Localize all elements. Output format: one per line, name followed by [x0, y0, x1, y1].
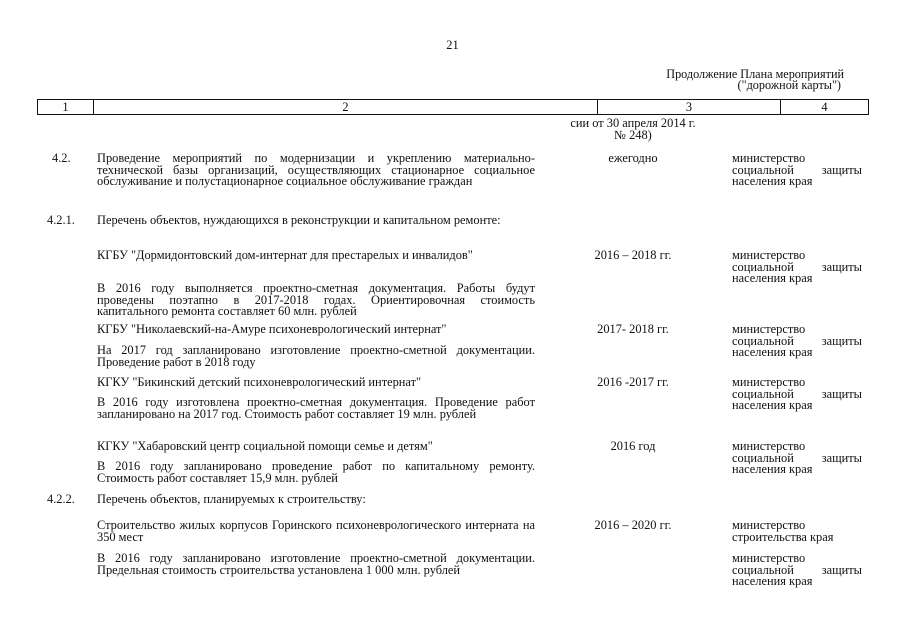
row-number-4-2: 4.2. [52, 151, 71, 165]
carryover-line-2: № 248) [614, 127, 652, 142]
carryover-line-1: сии от 30 апреля 2014 г. [570, 116, 696, 130]
row-text-4-2-2: Перечень объектов, планируемых к строительству: [97, 492, 366, 506]
object-ministry-khabarovsk-center: министерство социальной защиты населения края [732, 439, 862, 477]
table-header [37, 99, 869, 115]
object-date-bikinsky: 2016 -2017 гг. [597, 375, 669, 389]
construction-date-gorinsky: 2016 – 2020 гг. [594, 518, 672, 532]
object-note-bikinsky: В 2016 году изготовлена проектно-сметная документация. Проведение работ запланировано на 2017 год. Стоимость работ составляет 19 млн. рублей [97, 395, 535, 421]
object-ministry-nikolaevsky: министерство социальной защиты населения края [732, 322, 862, 360]
construction-ministry-gorinsky: министерство строительства края [732, 518, 834, 544]
object-title-nikolaevsky: КГБУ "Николаевский-на-Амуре психоневрологический интернат" [97, 322, 447, 336]
object-ministry-bikinsky: министерство социальной защиты населения края [732, 375, 862, 413]
object-note-khabarovsk-center: В 2016 году запланировано проведение работ по капитальному ремонту. Стоимость работ составляет 15,9 млн. рублей [97, 459, 535, 485]
object-note-nikolaevsky: На 2017 год запланировано изготовление проектно-сметной документации. Проведение работ в 2018 году [97, 343, 535, 369]
object-title-khabarovsk-center: КГКУ "Хабаровский центр социальной помощи семье и детям" [97, 439, 433, 453]
row-date-4-2: ежегодно [608, 151, 658, 165]
row-number-4-2-1: 4.2.1. [47, 213, 75, 227]
page-number: 21 [446, 38, 459, 52]
continuation-heading [666, 69, 844, 91]
header-col-4: 4 [821, 100, 828, 114]
object-date-nikolaevsky: 2017- 2018 гг. [597, 322, 669, 336]
object-ministry-dormidontovsky: министерство социальной защиты населения края [732, 248, 862, 286]
header-col-2: 2 [94, 100, 598, 114]
header-col-3: 3 [598, 100, 781, 114]
row-number-4-2-2: 4.2.2. [47, 492, 75, 506]
object-note-dormidontovsky: В 2016 году выполняется проектно-сметная документация. Работы будут проведены поэтапно в 2017-2018 годах. Ориентировочная стоимость капитального ремонта составляет 60 млн. рублей [97, 281, 535, 319]
row-text-4-2: Проведение мероприятий по модернизации и укреплению материально-технической базы организаций, осуществляющих стационарное социальное обслуживание и полустационарное социальное обслуживание граждан [97, 151, 535, 189]
object-title-dormidontovsky: КГБУ "Дормидонтовский дом-интернат для престарелых и инвалидов" [97, 248, 473, 262]
object-title-bikinsky: КГКУ "Бикинский детский психоневрологический интернат" [97, 375, 422, 389]
continuation-line-1: Продолжение Плана мероприятий [666, 67, 844, 81]
construction-note-gorinsky: В 2016 году запланировано изготовление проектно-сметной документации. Предельная стоимость строительства установлена 1 000 млн. рублей [97, 551, 535, 577]
carryover-text [543, 118, 723, 141]
continuation-line-2: ("дорожной карты") [737, 78, 841, 92]
row-text-4-2-1: Перечень объектов, нуждающихся в реконструкции и капитальном ремонте: [97, 213, 501, 227]
header-col-1: 1 [38, 100, 94, 114]
construction-note-ministry-gorinsky: министерство социальной защиты населения края [732, 551, 862, 589]
row-ministry-4-2: министерство социальной защиты населения края [732, 151, 862, 189]
object-date-khabarovsk-center: 2016 год [610, 439, 656, 453]
construction-title-gorinsky: Строительство жилых корпусов Горинского психоневрологического интерната на 350 мест [97, 518, 535, 544]
object-date-dormidontovsky: 2016 – 2018 гг. [594, 248, 672, 262]
